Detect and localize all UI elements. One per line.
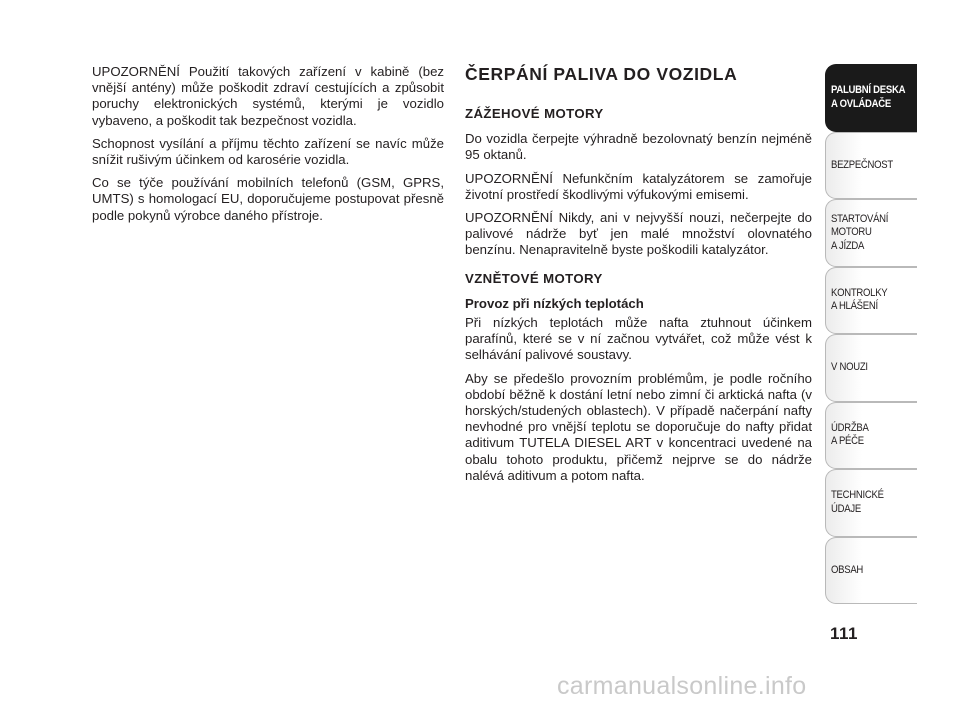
petrol-paragraph: UPOZORNĚNÍ Nefunkčním katalyzátorem se zamořuje životní prostředí škodlivými výfukovými emisemi. <box>465 170 812 202</box>
tab-label: KONTROLKY A HLÁŠENÍ <box>831 286 888 313</box>
diesel-subheading: Provoz při nízkých teplotách <box>465 295 644 311</box>
page-number: 111 <box>830 624 858 643</box>
tab-label: OBSAH <box>831 563 864 576</box>
diesel-heading: VZNĚTOVÉ MOTORY <box>465 270 603 286</box>
tab-emergency[interactable] <box>825 334 917 402</box>
tab-safety[interactable] <box>825 132 917 200</box>
petrol-heading: ZÁŽEHOVÉ MOTORY <box>465 106 604 121</box>
tab-dashboard-controls[interactable] <box>825 64 917 132</box>
section-title: ČERPÁNÍ PALIVA DO VOZIDLA <box>465 64 738 84</box>
left-column <box>92 64 444 231</box>
tab-warning-lights[interactable] <box>825 267 917 335</box>
petrol-paragraph: UPOZORNĚNÍ Nikdy, ani v nejvyšší nouzi, nečerpejte do palivové nádrže byť jen malé množství olovnatého benzínu. Nenapravitelně byste poškodili katalyzátor. <box>465 210 812 258</box>
chapter-tabs <box>825 64 917 604</box>
tab-label: BEZPEČNOST <box>831 158 893 171</box>
warning-paragraph: UPOZORNĚNÍ Použití takových zařízení v kabině (bez vnější antény) může poškodit zdraví cestujících a způsobit poruchy elektronických systémů, kterými je vozidlo vybaveno, a poškodit tak bezpečnost vozidla. <box>92 64 444 128</box>
tab-label: TECHNICKÉ ÚDAJE <box>831 489 884 515</box>
tab-label: ÚDRŽBA A PÉČE <box>831 421 869 448</box>
tab-technical-data[interactable] <box>825 469 917 537</box>
petrol-paragraph: Do vozidla čerpejte výhradně bezolovnatý benzín nejméně 95 oktanů. <box>465 131 812 163</box>
mobile-phone-paragraph: Co se týče používání mobilních telefonů (GSM, GPRS, UMTS) s homologací EU, doporučujeme postupovat přesně podle pokynů výrobce daného přístroje. <box>92 175 444 223</box>
tab-maintenance[interactable] <box>825 402 917 470</box>
tab-label: PALUBNÍ DESKA A OVLÁDAČE <box>831 84 906 110</box>
right-column <box>465 64 812 491</box>
tab-contents[interactable] <box>825 537 917 605</box>
watermark: carmanualsonline.info <box>557 672 807 700</box>
reception-paragraph: Schopnost vysílání a příjmu těchto zařízení se navíc může snížit rušivým účinkem od karosérie vozidla. <box>92 135 444 168</box>
tab-starting-driving[interactable] <box>825 199 917 267</box>
diesel-paragraph: Při nízkých teplotách může nafta ztuhnout účinkem parafínů, které se v ní začnou vytvářet, což může vést k selhávání palivové soustavy. <box>465 315 812 363</box>
tab-label: V NOUZI <box>831 361 868 373</box>
diesel-paragraph: Aby se předešlo provozním problémům, je podle ročního období běžně k dostání letní nebo zimní či arktická nafta (v horských/studených oblastech). V případě načerpání nafty nevhodné pro vnější teplotu se doporučuje do nafty přidat aditivum TUTELA DIESEL ART v koncentraci uvedené na obalu tohoto produktu, přičemž nejprve se do nádrže nalévá aditivum a potom nafta. <box>465 370 812 483</box>
tab-label: STARTOVÁNÍ MOTORU A JÍZDA <box>831 212 889 252</box>
